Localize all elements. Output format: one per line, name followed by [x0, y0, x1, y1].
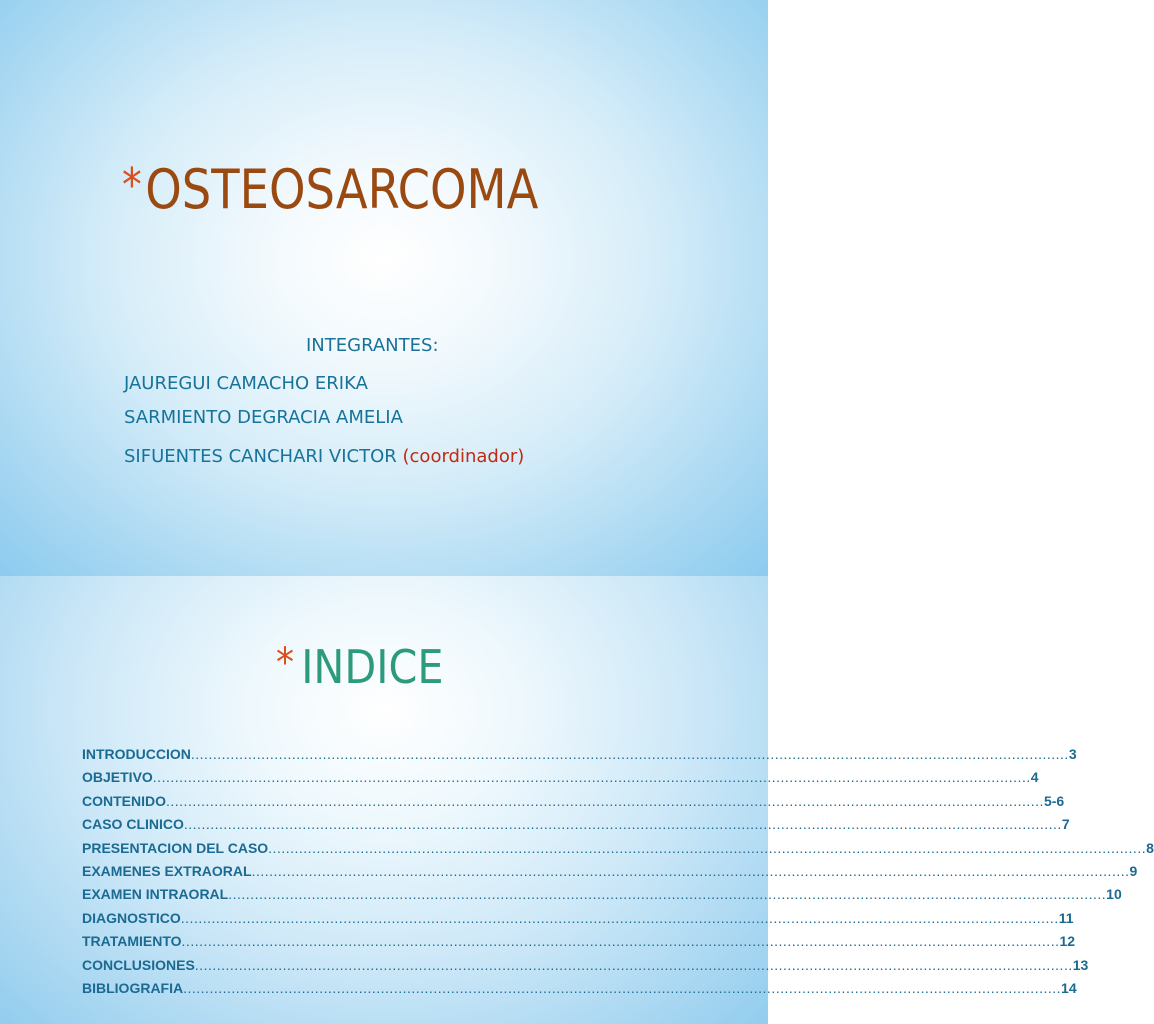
toc-label: CASO CLINICO	[82, 816, 184, 833]
title-text: OSTEOSARCOMA	[145, 158, 539, 221]
slide-title	[122, 158, 538, 221]
toc-row	[82, 746, 1077, 769]
toc-leader-dots: ........................................................................................................................................................................................................	[181, 933, 1060, 950]
toc-leader-dots: ........................................................................................................................................................................................................	[166, 792, 1044, 809]
toc-leader-dots: ........................................................................................................................................................................................................	[190, 746, 1069, 762]
toc-leader-dots: ........................................................................................................................................................................................................	[152, 769, 1031, 786]
toc-leader-dots: ........................................................................................................................................................................................................	[228, 886, 1107, 903]
toc-label: TRATAMIENTO	[82, 933, 182, 950]
toc-row	[82, 769, 1039, 792]
member-3: SIFUENTES CANCHARI VICTOR	[124, 446, 397, 467]
toc-label: EXAMENES EXTRAORAL	[82, 862, 252, 879]
toc-page-number: 14	[1061, 979, 1077, 996]
toc-page-number: 10	[1106, 886, 1122, 903]
table-of-contents	[82, 746, 1154, 1003]
toc-row	[82, 792, 1065, 816]
toc-row	[82, 862, 1138, 886]
toc-label: INTRODUCCION	[82, 746, 191, 762]
toc-page-number: 4	[1030, 769, 1039, 786]
toc-page-number: 8	[1146, 839, 1154, 856]
toc-page-number: 11	[1058, 909, 1074, 926]
toc-leader-dots: ........................................................................................................................................................................................................	[180, 909, 1059, 926]
member-3-line	[124, 446, 524, 467]
toc-row	[82, 839, 1154, 863]
toc-leader-dots: ........................................................................................................................................................................................................	[183, 816, 1062, 833]
coordinator-note: (coordinador)	[402, 446, 525, 467]
toc-label: CONTENIDO	[82, 792, 166, 809]
toc-label: EXAMEN INTRAORAL	[82, 886, 229, 903]
member-1: JAUREGUI CAMACHO ERIKA	[124, 373, 368, 394]
toc-leader-dots: ........................................................................................................................................................................................................	[194, 956, 1073, 973]
toc-row	[82, 933, 1076, 956]
toc-leader-dots: ........................................................................................................................................................................................................	[183, 979, 1062, 996]
toc-row	[82, 956, 1089, 980]
toc-label: OBJETIVO	[82, 769, 153, 786]
title-slide	[0, 0, 768, 576]
toc-page-number: 13	[1072, 956, 1089, 973]
title-bullet-star: *	[122, 158, 142, 212]
toc-leader-dots: ........................................................................................................................................................................................................	[268, 839, 1147, 856]
toc-label: BIBLIOGRAFIA	[82, 979, 184, 996]
toc-label: CONCLUSIONES	[82, 956, 195, 973]
toc-row	[82, 909, 1074, 933]
integrantes-label: INTEGRANTES:	[306, 335, 439, 356]
toc-page-number: 7	[1061, 816, 1070, 833]
toc-row	[82, 886, 1122, 909]
toc-leader-dots: ........................................................................................................................................................................................................	[251, 862, 1130, 879]
toc-page-number: 9	[1129, 862, 1138, 879]
index-title-text: INDICE	[301, 640, 444, 694]
toc-page-number: 12	[1059, 933, 1076, 950]
toc-label: DIAGNOSTICO	[82, 909, 181, 926]
toc-row	[82, 979, 1077, 1003]
index-title	[276, 640, 444, 694]
toc-label: PRESENTACION DEL CASO	[82, 839, 269, 856]
toc-page-number: 3	[1068, 746, 1077, 762]
member-2: SARMIENTO DEGRACIA AMELIA	[124, 407, 403, 428]
index-bullet-star: *	[276, 640, 294, 686]
toc-row	[82, 816, 1070, 839]
toc-page-number: 5-6	[1043, 792, 1065, 809]
